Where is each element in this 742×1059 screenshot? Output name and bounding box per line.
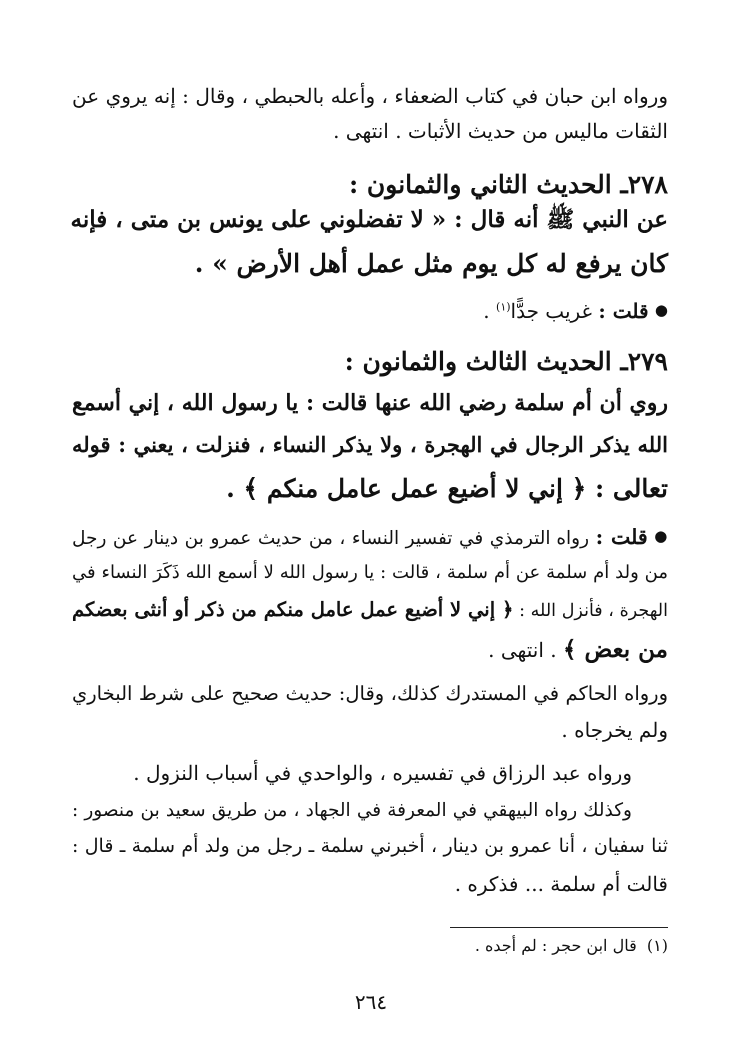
hadith-heading: ٢٧٨ـ الحديث الثاني والثمانون : — [349, 170, 668, 199]
bullet-icon: ● — [654, 301, 668, 319]
hadith-text-line: روي أن أم سلمة رضي الله عنها قالت : يا رسول الله ، إني أسمع — [72, 390, 668, 416]
footnote-divider — [450, 927, 668, 928]
hadith-text-line: كان يرفع له كل يوم مثل عمل أهل الأرض » . — [194, 249, 668, 278]
text-line: ولم يخرجاه . — [561, 718, 668, 742]
note-label: قلت : — [595, 525, 648, 549]
bullet-icon: ● — [654, 527, 668, 545]
note-line: من بعض ﴾ . انتهى . — [488, 636, 668, 663]
text-line: وكذلك رواه البيهقي في المعرفة في الجهاد ، من طريق سعيد بن منصور : — [72, 800, 632, 821]
text-line: ورواه ابن حبان في كتاب الضعفاء ، وأعله بالحبطي ، وقال : إنه يروي عن — [72, 84, 668, 108]
note-label: قلت : — [598, 299, 649, 323]
note-line: من ولد أم سلمة عن أم سلمة ، قالت : يا رسول الله لا أسمع الله ذَكَرَ النساء في — [72, 562, 668, 583]
note-line: ● قلت : غريب جدًّا$^{(١)}$ . — [483, 299, 668, 323]
footnote-ref: (١) — [496, 300, 511, 314]
text-line: ثنا سفيان ، أنا عمرو بن دينار ، أخبرني سلمة ـ رجل من ولد أم سلمة ـ قال : — [72, 835, 668, 857]
note-text: غريب جدًّا — [510, 299, 593, 323]
text-line: ورواه عبد الرزاق في تفسيره ، والواحدي في أسباب النزول . — [133, 761, 632, 785]
note-line: ● قلت : رواه الترمذي في تفسير النساء ، من حديث عمرو بن دينار عن رجل — [72, 525, 668, 549]
footnote-marker: (١) — [646, 936, 668, 955]
text-line: قالت أم سلمة ... فذكره . — [454, 872, 668, 896]
hadith-text-line: تعالى : ﴿ إني لا أضيع عمل عامل منكم ﴾ . — [226, 474, 668, 503]
page-number: ٢٦٤ — [354, 990, 388, 1014]
note-line: الهجرة ، فأنزل الله : ﴿ إني لا أضيع عمل عامل منكم من ذكر أو أنثى بعضكم — [72, 598, 668, 621]
hadith-heading: ٢٧٩ـ الحديث الثالث والثمانون : — [344, 347, 668, 376]
text-line: ورواه الحاكم في المستدرك كذلك، وقال: حديث صحيح على شرط البخاري — [72, 682, 668, 705]
text-line: الثقات ماليس من حديث الأثبات . انتهى . — [333, 119, 668, 143]
footnote — [72, 938, 668, 954]
quran-quote: من بعض ﴾ — [563, 636, 668, 663]
hadith-text-line: الله يذكر الرجال في الهجرة ، ولا يذكر النساء ، فنزلت ، يعني : قوله — [72, 432, 668, 457]
footnote-text: قال ابن حجر : لم أجده . — [474, 936, 637, 955]
hadith-text-line: عن النبي ﷺ أنه قال : « لا تفضلوني على يونس بن متى ، فإنه — [70, 206, 668, 233]
quran-quote: ﴿ إني لا أضيع عمل عامل منكم من ذكر أو أنثى بعضكم — [72, 598, 514, 621]
